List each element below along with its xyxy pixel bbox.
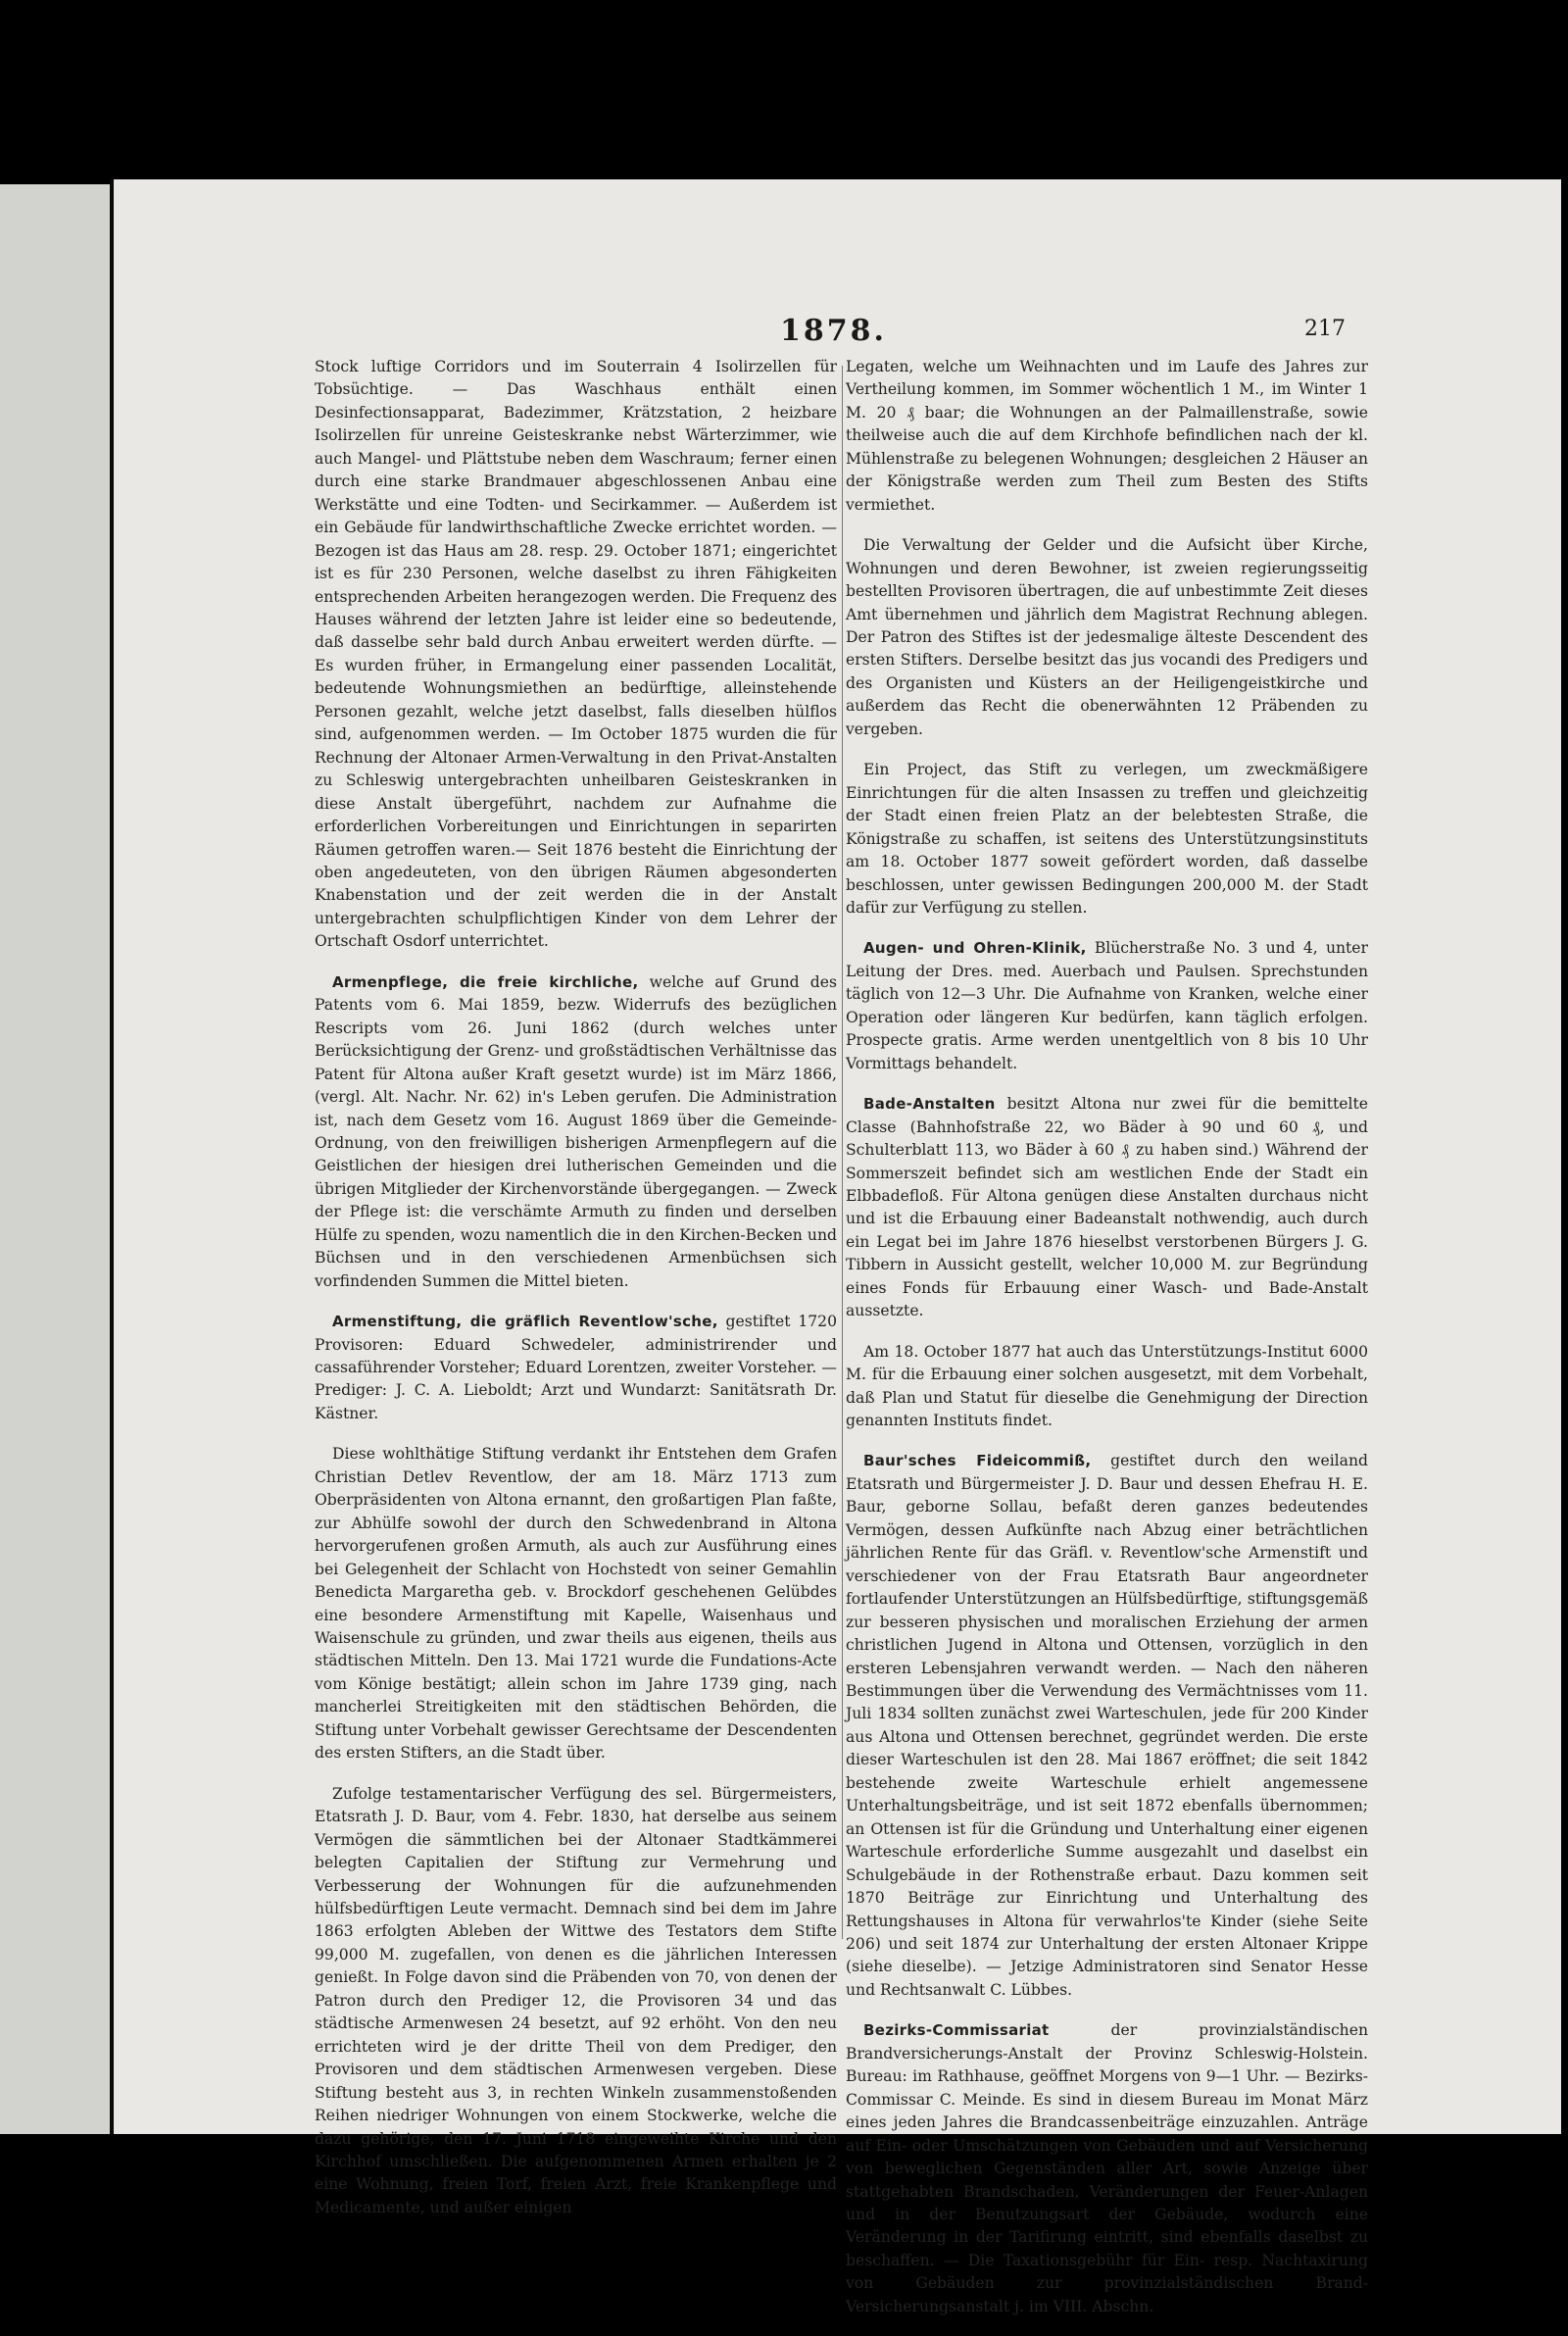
entry-armenstiftung xyxy=(315,1311,837,1425)
paragraph: Ein Project, das Stift zu verlegen, um zweckmäßigere Einrichtungen für die alten Insassen zu treffen und gleichzeitig der Stadt einen freien Platz an der belebtesten Straße, die Königstraße zu schaffen, ist seitens des Unterstützungsinstituts am 18. October 1877 soweit gefördert worden, daß dasselbe beschlossen, unter gewissen Bedingungen 200,000 M. der Stadt dafür zur Verfügung zu stellen. xyxy=(846,761,1368,917)
right-column xyxy=(846,356,1368,2336)
column-divider xyxy=(842,366,843,1939)
running-head-year: 1878. xyxy=(780,314,887,348)
entry-heading: Armenstiftung, die gräflich Reventlow'sche, xyxy=(332,1313,718,1331)
paragraph: Zufolge testamentarischer Verfügung des sel. Bürgermeisters, Etatsrath J. D. Baur, vom 4. Febr. 1830, hat derselbe aus seinem Vermögen die sämmtlichen bei der Altonaer Stadtkämmerei belegten Capitalien der Stiftung zur Vermehrung und Verbesserung der Wohnungen für die aufzunehmenden hülfsbedürftigen Leute vermacht. Demnach sind bei dem im Jahre 1863 erfolgten Ableben der Wittwe des Testators dem Stifte 99,000 M. zugefallen, von denen es die jährlichen Interessen genießt. In Folge davon sind die Präbenden von 70, von denen der Patron durch den Prediger 12, die Provisoren 34 und das städtische Armenwesen 24 besetzt, auf 92 erhöht. Von den neu errichteten wird je der dritte Theil von dem Prediger, den Provisoren und dem städtischen Armenwesen vergeben. Diese Stiftung besteht aus 3, in rechten Winkeln zusammenstoßenden Reihen niedriger Wohnungen von einem Stockwerke, welche die dazu gehörige, den 17. Juni 1718 eingeweihte Kirche und den Kirchhof umschließen. Die aufgenommenen Armen erhalten je 2 eine Wohnung, freien Torf, freien Arzt, freie Krankenpflege und Medicamente, und außer einigen xyxy=(315,1784,837,2216)
entry-augen-klinik xyxy=(846,937,1368,1075)
entry-bezirks-commissariat xyxy=(846,2019,1368,2318)
entry-body: besitzt Altona nur zwei für die bemittelte Classe (Bahnhofstraße 22, wo Bäder à 90 und 60 ₰, und Schulterblatt 113, wo Bäder à 60 ₰ zu haben sind.) Während der Sommerszeit befindet sich am westlichen Ende der Stadt ein Elbbadefloß. Für Altona genügen diese Anstalten durchaus nicht und ist die Erbauung einer Badeanstalt nothwendig, auch durch ein Legat bei im Jahre 1876 hieselbst verstorbenen Bürgers J. G. Tibbern in Aussicht gestellt, welcher 10,000 M. zur Begründung eines Fonds für Erbauung einer Wasch- und Bade-Anstalt aussetzte. xyxy=(846,1095,1368,1320)
page-header xyxy=(114,314,1561,353)
entry-heading: Armenpflege, die freie kirchliche, xyxy=(332,972,639,991)
book-page xyxy=(110,179,1561,2315)
entry-body: der provinzialständischen Brandversicherungs-Anstalt der Provinz Schleswig-Holstein. Bureau: im Rathhause, geöffnet Morgens von 9—1 Uhr. — Bezirks-Commissar C. Meinde. Es sind in diesem Bureau im Monat März eines jeden Jahres die Brandcassenbeiträge einzuzahlen. Anträge auf Ein- oder Umschätzungen von Gebäuden und auf Versicherung von beweglichen Gegenständen aller Art, sowie Anzeige über stattgehabten Brandschaden, Veränderungen der Feuer-Anlagen und in der Benutzungsart der Gebäude, wodurch eine Veränderung in der Tarifirung eintritt, sind ebenfalls daselbst zu beschaffen. — Die Taxationsgebühr für Ein- resp. Nachtaxirung von Gebäuden zur provinzialständischen Brand-Versicherungsanstalt j. im VIII. Abschn. xyxy=(846,2021,1368,2315)
entry-body: Blücherstraße No. 3 und 4, unter Leitung der Dres. med. Auerbach und Paulsen. Sprechstunden täglich von 12—3 Uhr. Die Aufnahme von Kranken, welche einer Operation oder längeren Kur bedürfen, kann täglich erfolgen. Prospecte gratis. Arme werden unentgeltlich von 8 bis 10 Uhr Vormittags behandelt. xyxy=(846,939,1368,1072)
entry-armenpflege xyxy=(315,971,837,1293)
paragraph: Am 18. October 1877 hat auch das Unterstützungs-Institut 6000 M. für die Erbauung einer solchen ausgesetzt, mit dem Vorbehalt, daß Plan und Statut für dieselbe die Genehmigung der Direction genannten Instituts findet. xyxy=(846,1342,1368,1430)
entry-heading: Bezirks-Commissariat xyxy=(863,2021,1050,2040)
paragraph: Stock luftige Corridors und im Souterrain 4 Isolirzellen für Tobsüchtige. — Das Waschhaus enthält einen Desinfectionsapparat, Badezimmer, Krätzstation, 2 heizbare Isolirzellen für unreine Geisteskranke nebst Wärterzimmer, wie auch Mangel- und Plättstube neben dem Waschraum; ferner einen durch eine starke Brandmauer abgeschlossenen Anbau eine Werkstätte und eine Todten- und Secirkammer. — Außerdem ist ein Gebäude für landwirthschaftliche Zwecke errichtet worden. — Bezogen ist das Haus am 28. resp. 29. October 1871; eingerichtet ist es für 230 Personen, welche daselbst zu ihren Fähigkeiten entsprechenden Arbeiten herangezogen werden. Die Frequenz des Hauses während der letzten Jahre ist leider eine so bedeutende, daß dasselbe sehr bald durch Anbau erweitert werden dürfte. — Es wurden früher, in Ermangelung einer passenden Localität, bedeutende Wohnungsmiethen an bedürftige, alleinstehende Personen gezahlt, welche jetzt daselbst, falls dieselben hülflos sind, aufgenommen werden. — Im October 1875 wurden die für Rechnung der Altonaer Armen-Verwaltung in den Privat-Anstalten zu Schleswig untergebrachten unheilbaren Geisteskranken in diese Anstalt übergeführt, nachdem zur Aufnahme die erforderlichen Vorbereitungen und Einrichtungen in separirten Räumen getroffen waren.— Seit 1876 besteht die Einrichtung der oben angedeuteten, von den übrigen Räumen abgesonderten Knabenstation und der zeit werden die in der Anstalt untergebrachten schulpflichtigen Kinder von dem Lehrer der Ortschaft Osdorf unterrichtet. xyxy=(315,358,837,951)
entry-body: welche auf Grund des Patents vom 6. Mai 1859, bezw. Widerrufs des bezüglichen Rescripts vom 26. Juni 1862 (durch welches unter Berücksichtigung der Grenz- und großstädtischen Verhältnisse das Patent für Altona außer Kraft gesetzt wurde) ist im März 1866, (vergl. Alt. Nachr. Nr. 62) in's Leben gerufen. Die Administration ist, nach dem Gesetz vom 16. August 1869 über die Gemeinde-Ordnung, von den freiwilligen bisherigen Armenpflegern auf die Geistlichen der hiesigen drei lutherischen Gemeinden und die übrigen Mitglieder der Kirchenvorstände übergegangen. — Zweck der Pflege ist: die verschämte Armuth zu finden und derselben Hülfe zu spenden, wozu namentlich die in den Kirchen-Becken und Büchsen und in den verschiedenen Armenbüchsen sich vorfindenden Summen die Mittel bieten. xyxy=(315,972,837,1290)
entry-body: gestiftet durch den weiland Etatsrath und Bürgermeister J. D. Baur und dessen Ehefrau H. E. Baur, geborne Sollau, befaßt deren ganzes bedeutendes Vermögen, dessen Aufkünfte nach Abzug einer beträchtlichen jährlichen Rente für das Gräfl. v. Reventlow'sche Armenstift und verschiedener von der Frau Etatsrath Baur angeordneter fortlaufender Unterstützungen an Hülfsbedürftige, stiftungsgemäß zur besseren physischen und moralischen Erziehung der armen christlichen Jugend in Altona und Ottensen, vorzüglich in den ersteren Lebensjahren verwandt werden. — Nach den näheren Bestimmungen über die Verwendung des Vermächtnisses vom 11. Juli 1834 sollten zunächst zwei Warteschulen, jede für 200 Kinder aus Altona und Ottensen berechnet, gegründet werden. Die erste dieser Warteschulen ist den 28. Mai 1867 eröffnet; die seit 1842 bestehende zweite Warteschule erhielt angemessene Unterhaltungsbeiträge, und ist seit 1872 ebenfalls übernommen; an Ottensen ist für die Gründung und Unterhaltung einer eigenen Warteschule erforderliche Summe ausgezahlt und daselbst ein Schulgebäude in der Rothenstraße erbaut. Dazu kommen seit 1870 Beiträge zur Einrichtung und Unterhaltung des Rettungshauses in Altona für verwahrlos'te Kinder (siehe Seite 206) und seit 1874 zur Unterhaltung der ersten Altonaer Krippe (siehe dieselbe). — Jetzige Administratoren sind Senator Hesse und Rechtsanwalt C. Lübbes. xyxy=(846,1452,1368,1999)
entry-bade-anstalten xyxy=(846,1093,1368,1323)
entry-heading: Baur'sches Fideicommiß, xyxy=(863,1452,1092,1470)
entry-baur-fideicommiss xyxy=(846,1450,1368,2002)
page-number: 217 xyxy=(1304,317,1346,341)
paragraph: Die Verwaltung der Gelder und die Aufsicht über Kirche, Wohnungen und deren Bewohner, ist zweien regierungsseitig bestellten Provisoren übertragen, die auf unbestimmte Zeit dieses Amt übernehmen und jährlich dem Magistrat Rechnung ablegen. Der Patron des Stiftes ist der jedesmalige älteste Descendent des ersten Stifters. Derselbe besitzt das jus vocandi des Predigers und des Organisten und Küsters an der Heiligengeistkirche und außerdem das Recht die obenerwähnten 12 Präbenden zu vergeben. xyxy=(846,536,1368,738)
entry-heading: Bade-Anstalten xyxy=(863,1095,996,1114)
entry-body: gestiftet 1720 Provisoren: Eduard Schwedeler, administrirender und cassaführender Vorsteher; Eduard Lorentzen, zweiter Vorsteher. — Prediger: J. C. A. Lieboldt; Arzt und Wundarzt: Sanitätsrath Dr. Kästner. xyxy=(315,1313,837,1422)
entry-heading: Augen- und Ohren-Klinik, xyxy=(863,939,1087,958)
paragraph: Legaten, welche um Weihnachten und im Laufe des Jahres zur Vertheilung kommen, im Sommer wöchentlich 1 M., im Winter 1 M. 20 ₰ baar; die Wohnungen an der Palmaillenstraße, sowie theilweise auch die auf dem Kirchhofe befindlichen nach der kl. Mühlenstraße zu belegenen Wohnungen; desgleichen 2 Häuser an der Königstraße werden zum Theil zum Besten des Stifts vermiethet. xyxy=(846,358,1368,514)
left-column xyxy=(315,356,837,2237)
paragraph: Diese wohlthätige Stiftung verdankt ihr Entstehen dem Grafen Christian Detlev Reventlow, der am 18. März 1713 zum Oberpräsidenten von Altona ernannt, den großartigen Plan faßte, zur Abhülfe sowohl der durch den Schwedenbrand in Altona hervorgerufenen großen Armuth, als auch zur Ausführung eines bei Gelegenheit der Schlacht von Hochstedt von seiner Gemahlin Benedicta Margaretha geb. v. Brockdorf geschehenen Gelübdes eine besondere Armenstiftung mit Kapelle, Waisenhaus und Waisenschule zu gründen, und zwar theils aus eigenen, theils aus städtischen Mitteln. Den 13. Mai 1721 wurde die Fundations-Acte vom Könige bestätigt; allein schon im Jahre 1739 ging, nach mancherlei Streitigkeiten mit den städtischen Behörden, die Stiftung unter Vorbehalt gewisser Gerechtsame der Descendenten des ersten Stifters, an die Stadt über. xyxy=(315,1445,837,1763)
